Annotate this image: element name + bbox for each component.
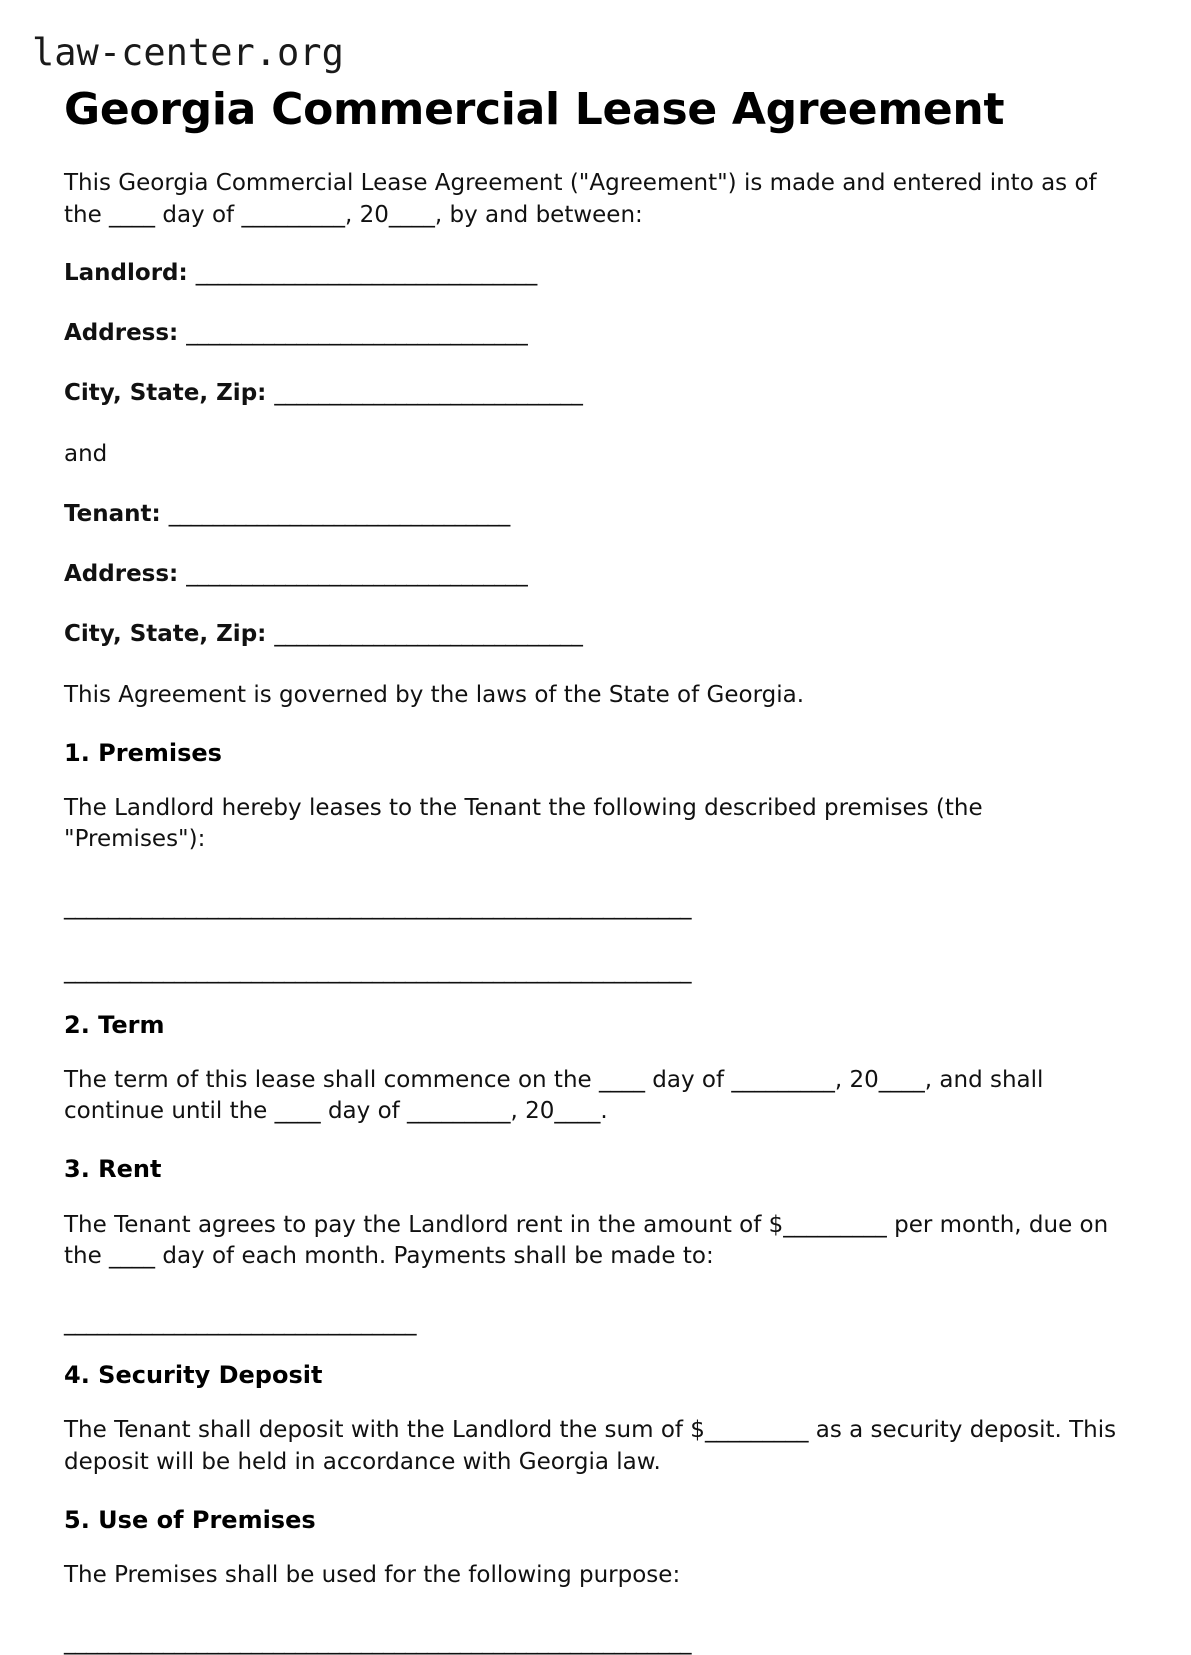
section-body-rent: The Tenant agrees to pay the Landlord rent in the amount of $_________ per month, due on the ____ day of each month. Payments shall be made to: (64, 1211, 1109, 1269)
field-landlord (64, 258, 1127, 289)
intro-paragraph: This Georgia Commercial Lease Agreement ("Agreement") is made and entered into as of the ____ day of _________, 20____, by and between: (64, 170, 1097, 228)
field-tenant-blank[interactable]: _______________________________ (168, 500, 510, 527)
field-tenant-address-label: Address: (64, 561, 179, 588)
field-tenant-label: Tenant: (64, 500, 161, 527)
governing-law-paragraph: This Agreement is governed by the laws of the State of Georgia. (64, 681, 805, 708)
field-tenant-city-state-zip-label: City, State, Zip: (64, 621, 267, 648)
section-heading-term: 2. Term (64, 1010, 165, 1039)
section-heading-use-of-premises: 5. Use of Premises (64, 1505, 316, 1534)
section-heading-rent: 3. Rent (64, 1155, 162, 1184)
site-brand: law-center.org (32, 31, 344, 74)
section-heading-premises: 1. Premises (64, 738, 222, 767)
field-tenant-city-state-zip-blank[interactable]: ____________________________ (274, 621, 583, 648)
field-landlord-city-state-zip-label: City, State, Zip: (64, 380, 267, 407)
field-tenant (64, 499, 1127, 530)
field-landlord-blank[interactable]: _______________________________ (195, 259, 537, 286)
field-tenant-city-state-zip (64, 619, 1127, 650)
section-heading-security-deposit: 4. Security Deposit (64, 1361, 323, 1390)
use-of-premises-blank-line[interactable]: _________________________________________________________ (64, 1629, 691, 1655)
field-landlord-address (64, 318, 1127, 349)
premises-blank-line-1[interactable]: _________________________________________________________ (64, 893, 691, 920)
field-tenant-address-blank[interactable]: _______________________________ (186, 561, 528, 588)
field-landlord-label: Landlord: (64, 259, 188, 286)
field-landlord-address-label: Address: (64, 320, 179, 347)
field-landlord-city-state-zip (64, 378, 1127, 409)
field-tenant-address (64, 559, 1127, 590)
premises-blank-line-2[interactable]: _________________________________________________________ (64, 957, 691, 984)
section-body-security-deposit: The Tenant shall deposit with the Landlord the sum of $_________ as a security deposit. This deposit will be held in accordance with Georgia law. (64, 1417, 1117, 1475)
document-body (0, 134, 1191, 1654)
page-title: Georgia Commercial Lease Agreement (64, 84, 1005, 135)
section-body-term: The term of this lease shall commence on the ____ day of _________, 20____, and shall continue until the ____ day of _________, 20____. (64, 1066, 1044, 1125)
field-landlord-address-blank[interactable]: _______________________________ (186, 320, 528, 347)
section-body-premises: The Landlord hereby leases to the Tenant the following described premises (the "Premises"): (64, 795, 983, 853)
field-landlord-city-state-zip-blank[interactable]: ____________________________ (274, 380, 583, 407)
conjunction-and: and (64, 440, 108, 467)
section-body-use-of-premises: The Premises shall be used for the following purpose: (64, 1561, 681, 1588)
rent-payment-blank-line[interactable]: ________________________________ (64, 1310, 416, 1337)
